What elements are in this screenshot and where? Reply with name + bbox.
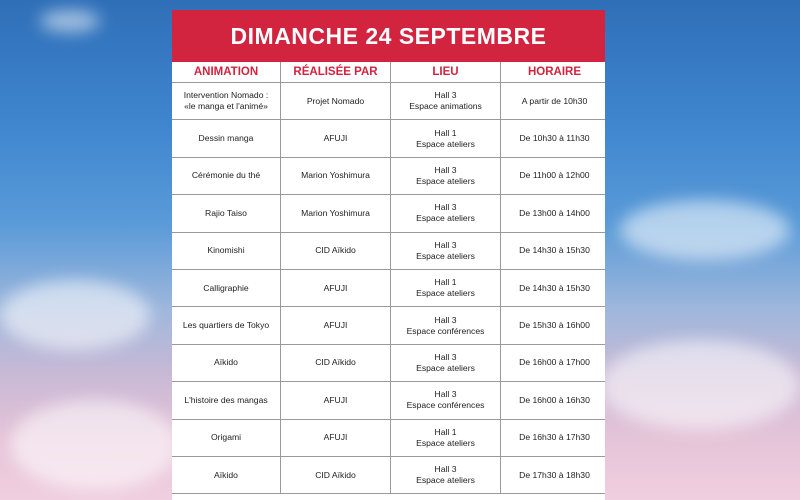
- cell-animation-line: Cérémonie du thé: [191, 170, 261, 181]
- cell-lieu: [391, 419, 501, 456]
- cell-lieu-line: Espace ateliers: [416, 362, 475, 373]
- cell-realisee-par: Projet Nomado: [281, 83, 391, 120]
- cell-lieu: [391, 344, 501, 381]
- cell-lieu-line: Espace ateliers: [416, 437, 475, 448]
- cell-realisee-par: CID Aïkido: [281, 344, 391, 381]
- cell-animation-line: Rajio Taiso: [205, 207, 247, 218]
- schedule-title: DIMANCHE 24 SEPTEMBRE: [172, 10, 605, 62]
- table-row: [172, 456, 605, 493]
- cell-lieu-line: Espace animations: [409, 101, 482, 112]
- cell-animation: [172, 195, 281, 232]
- table-row: [172, 307, 605, 344]
- cell-animation-line: Kinomishi: [207, 245, 245, 256]
- cell-lieu-line: Hall 3: [434, 164, 457, 175]
- cell-animation-line: Les quartiers de Tokyo: [182, 320, 270, 331]
- cell-lieu: [391, 195, 501, 232]
- cell-horaire: De 14h30 à 15h30: [501, 269, 606, 306]
- cell-realisee-par: AFUJI: [281, 382, 391, 419]
- cell-lieu-line: Espace ateliers: [416, 250, 475, 261]
- header-row: [172, 62, 605, 83]
- cell-lieu-line: Hall 1: [434, 426, 457, 437]
- cloud: [40, 10, 100, 32]
- cell-horaire: De 11h00 à 12h00: [501, 157, 606, 194]
- cell-lieu-line: Espace ateliers: [416, 475, 475, 486]
- table-row: [172, 344, 605, 381]
- cell-lieu: [391, 83, 501, 120]
- cloud: [10, 400, 180, 490]
- cell-lieu: [391, 382, 501, 419]
- cell-animation-line: «le manga et l'animé»: [184, 101, 268, 112]
- cell-lieu-line: Espace ateliers: [416, 288, 475, 299]
- cell-realisee-par: CID Aïkido: [281, 456, 391, 493]
- cell-animation-line: Aïkido: [214, 357, 238, 368]
- cell-animation: [172, 120, 281, 157]
- cell-horaire: De 15h30 à 16h00: [501, 307, 606, 344]
- cell-lieu-line: Hall 1: [434, 127, 457, 138]
- cloud: [600, 340, 800, 430]
- cell-lieu-line: Hall 3: [434, 239, 457, 250]
- cloud: [620, 200, 790, 260]
- cloud: [0, 280, 150, 350]
- cell-lieu-line: Hall 3: [434, 202, 457, 213]
- cell-lieu-line: Hall 3: [434, 351, 457, 362]
- cell-animation: [172, 157, 281, 194]
- cell-lieu: [391, 456, 501, 493]
- cell-lieu-line: Hall 3: [434, 464, 457, 475]
- table-row: [172, 83, 605, 120]
- cell-horaire: De 16h00 à 17h00: [501, 344, 606, 381]
- cell-lieu: [391, 307, 501, 344]
- table-row: [172, 419, 605, 456]
- cell-realisee-par: CID Aïkido: [281, 232, 391, 269]
- cell-lieu-line: Espace ateliers: [416, 138, 475, 149]
- cell-animation: [172, 419, 281, 456]
- cell-lieu: [391, 157, 501, 194]
- cell-animation: [172, 344, 281, 381]
- cell-lieu-line: Hall 1: [434, 277, 457, 288]
- cell-realisee-par: Marion Yoshimura: [281, 195, 391, 232]
- cell-animation-line: Intervention Nomado :: [183, 90, 269, 101]
- table-row: [172, 195, 605, 232]
- cell-animation: [172, 456, 281, 493]
- header-realisee-par: RÉALISÉE PAR: [281, 62, 391, 83]
- cell-horaire: De 13h00 à 14h00: [501, 195, 606, 232]
- cell-realisee-par: AFUJI: [281, 269, 391, 306]
- cell-lieu-line: Espace conférences: [406, 325, 485, 336]
- cell-horaire: A partir de 10h30: [501, 83, 606, 120]
- header-lieu: LIEU: [391, 62, 501, 83]
- cell-realisee-par: Marion Yoshimura: [281, 157, 391, 194]
- cell-animation-line: L'histoire des mangas: [184, 394, 268, 405]
- cell-lieu-line: Espace conférences: [406, 400, 485, 411]
- cell-realisee-par: AFUJI: [281, 419, 391, 456]
- cell-horaire: De 16h00 à 16h30: [501, 382, 606, 419]
- cell-animation: [172, 83, 281, 120]
- cell-animation-line: Aïkido: [214, 469, 238, 480]
- schedule-table: [172, 62, 605, 494]
- cell-horaire: De 16h30 à 17h30: [501, 419, 606, 456]
- cell-lieu: [391, 269, 501, 306]
- cell-lieu-line: Hall 3: [434, 314, 457, 325]
- cell-lieu: [391, 232, 501, 269]
- table-row: [172, 120, 605, 157]
- table-row: [172, 382, 605, 419]
- table-row: [172, 157, 605, 194]
- cell-animation: [172, 382, 281, 419]
- cell-animation-line: Origami: [210, 432, 242, 443]
- table-row: [172, 232, 605, 269]
- cell-animation-line: Dessin manga: [198, 133, 254, 144]
- cell-animation: [172, 307, 281, 344]
- cell-lieu-line: Espace ateliers: [416, 175, 475, 186]
- cell-horaire: De 10h30 à 11h30: [501, 120, 606, 157]
- cell-horaire: De 17h30 à 18h30: [501, 456, 606, 493]
- cell-lieu-line: Espace ateliers: [416, 213, 475, 224]
- table-row: [172, 269, 605, 306]
- cell-animation: [172, 269, 281, 306]
- cell-lieu-line: Hall 3: [434, 389, 457, 400]
- header-horaire: HORAIRE: [501, 62, 606, 83]
- header-animation: ANIMATION: [172, 62, 281, 83]
- cell-lieu-line: Hall 3: [434, 90, 457, 101]
- cell-horaire: De 14h30 à 15h30: [501, 232, 606, 269]
- cell-animation: [172, 232, 281, 269]
- schedule-panel: [172, 10, 605, 500]
- cell-lieu: [391, 120, 501, 157]
- cell-realisee-par: AFUJI: [281, 307, 391, 344]
- cell-realisee-par: AFUJI: [281, 120, 391, 157]
- schedule-body: [172, 83, 605, 494]
- cell-animation-line: Calligraphie: [203, 282, 249, 293]
